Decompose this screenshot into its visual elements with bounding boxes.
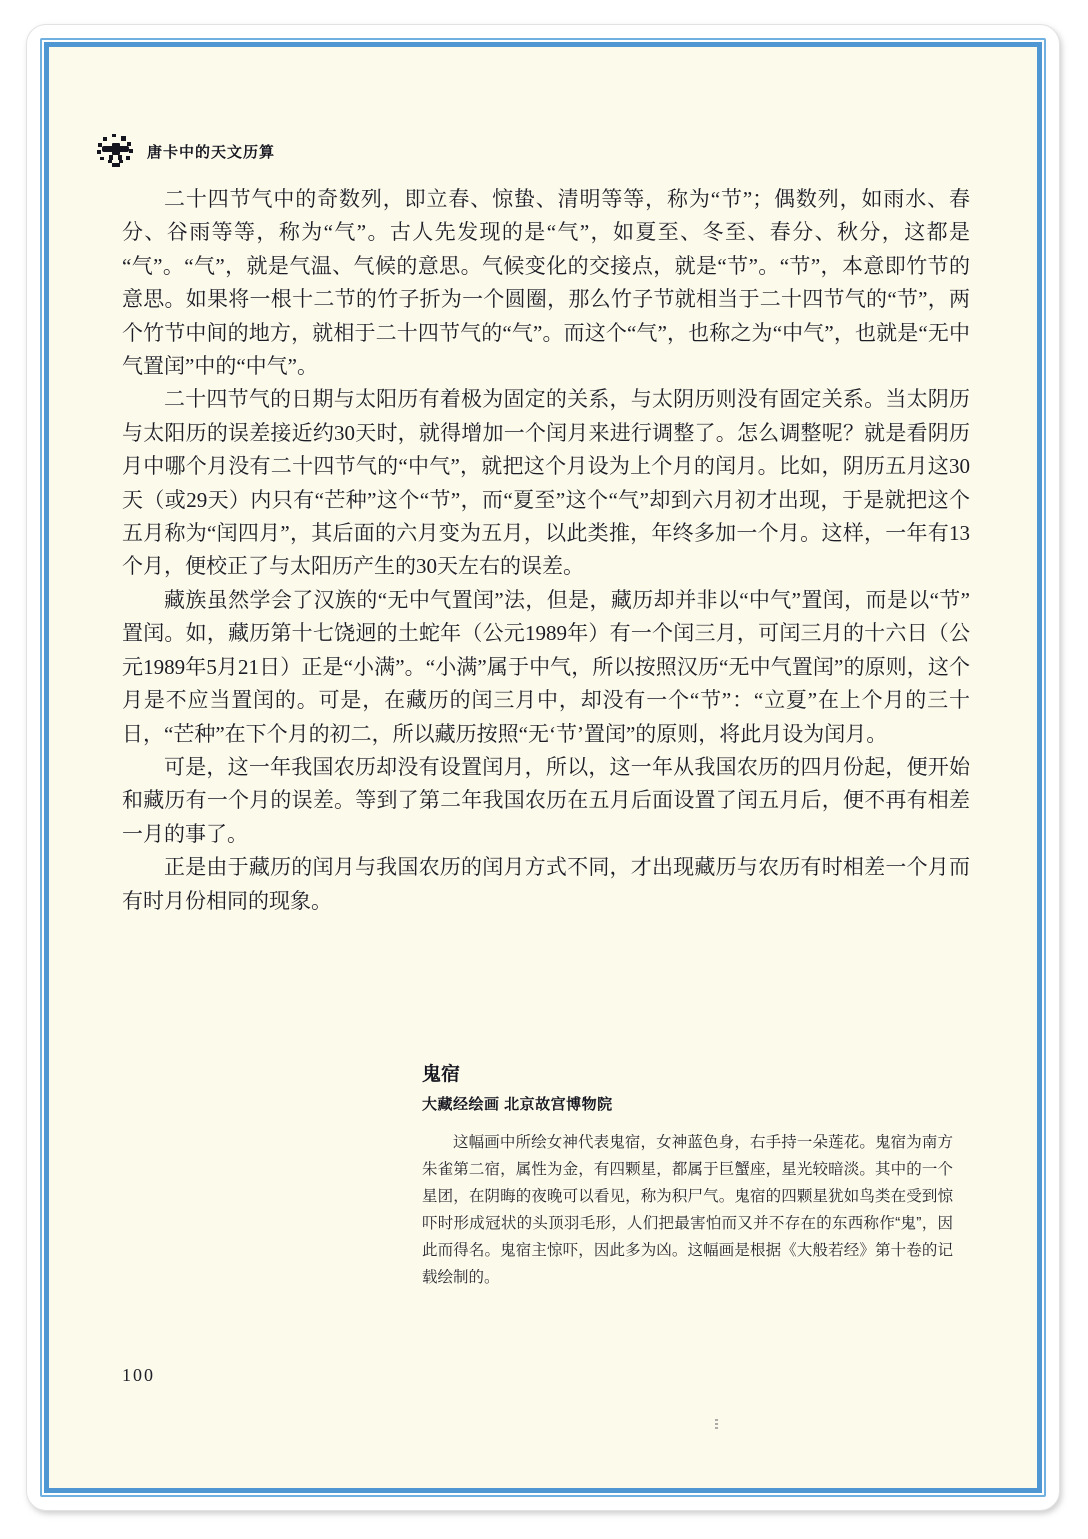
scan-artifact xyxy=(715,1419,718,1431)
paragraph-1: 二十四节气中的奇数列，即立春、惊蛰、清明等等，称为“节”；偶数列，如雨水、春分、谷雨等等，称为“气”。古人先发现的是“气”，如夏至、冬至、春分、秋分，这都是“气”。“气”，就是气温、气候的意思。气候变化的交接点，就是“节”。“节”，本意即竹节的意思。如果将一根十二节的竹子折为一个圆圈，那么竹子节就相当于二十四节气的“节”，两个竹节中间的地方，就相于二十四节气的“气”。而这个“气”，也称之为“中气”，也就是“无中气置闰”中的“中气”。 xyxy=(122,187,970,379)
caption-credit: 大藏经绘画 北京故宫博物院 xyxy=(422,1095,613,1113)
figure-caption-block xyxy=(422,1059,953,1291)
outer-blue-border xyxy=(40,38,1046,1497)
paragraph-5: 正是由于藏历的闰月与我国农历的闰月方式不同，才出现藏历与农历有时相差一个月而有时月份相同的现象。 xyxy=(122,855,970,913)
article-body xyxy=(122,183,970,918)
caption-text: 这幅画中所绘女神代表鬼宿，女神蓝色身，右手持一朵莲花。鬼宿为南方朱雀第二宿，属性为金，有四颗星，都属于巨蟹座，星光较暗淡。其中的一个星团，在阴晦的夜晚可以看见，称为积尸气。鬼宿的四颗星犹如鸟类在受到惊吓时形成冠状的头顶羽毛形，人们把最害怕而又并不存在的东西称作“鬼”，因此而得名。鬼宿主惊吓，因此多为凶。这幅画是根据《大般若经》第十卷的记载绘制的。 xyxy=(422,1133,953,1286)
caption-title: 鬼宿 xyxy=(422,1063,461,1085)
page-number: 100 xyxy=(122,1365,155,1385)
dotted-astronomy-emblem-icon xyxy=(96,133,136,169)
paragraph-2: 二十四节气的日期与太阳历有着极为固定的关系，与太阴历则没有固定关系。当太阴历与太阳历的误差接近约30天时，就得增加一个闰月来进行调整了。怎么调整呢？就是看阴历月中哪个月没有二十四节气的“中气”，就把这个月设为上个月的闰月。比如，阴历五月这30天（或29天）内只有“芒种”这个“节”，而“夏至”这个“气”却到六月初才出现，于是就把这个五月称为“闰四月”，其后面的六月变为五月，以此类推，年终多加一个月。这样，一年有13个月，便校正了与太阳历产生的30天左右的误差。 xyxy=(122,387,970,579)
running-header xyxy=(96,133,1037,169)
scanned-book-page xyxy=(26,24,1060,1511)
inner-blue-border xyxy=(44,42,1042,1493)
page-content xyxy=(49,47,1037,1488)
book-title: 唐卡中的天文历算 xyxy=(147,143,276,161)
paragraph-3: 藏族虽然学会了汉族的“无中气置闰”法，但是，藏历却并非以“中气”置闰，而是以“节”置闰。如，藏历第十七饶迥的土蛇年（公元1989年）有一个闰三月，可闰三月的十六日（公元1989年5月21日）正是“小满”。“小满”属于中气，所以按照汉历“无中气置闰”的原则，这个月是不应当置闰的。可是，在藏历的闰三月中，却没有一个“节”：“立夏”在上个月的三十日，“芒种”在下个月的初二，所以藏历按照“无‘节’置闰”的原则，将此月设为闰月。 xyxy=(122,587,970,746)
paragraph-4: 可是，这一年我国农历却没有设置闰月，所以，这一年从我国农历的四月份起，便开始和藏历有一个月的误差。等到了第二年我国农历在五月后面设置了闰五月后，便不再有相差一月的事了。 xyxy=(122,754,970,846)
